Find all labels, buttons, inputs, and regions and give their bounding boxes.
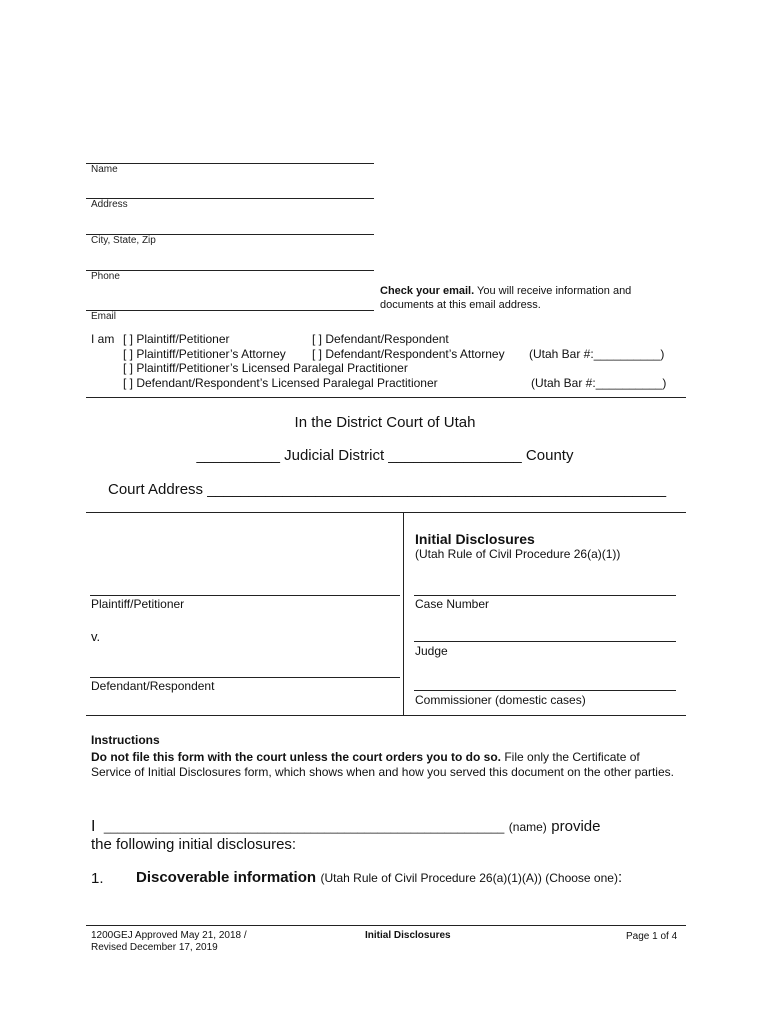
party-section-divider xyxy=(86,397,686,398)
judicial-district-line[interactable]: __________ Judicial District ________________ County xyxy=(196,447,574,464)
name-label: Name xyxy=(91,164,118,175)
case-number-label: Case Number xyxy=(415,597,490,611)
item-1-rule: (Utah Rule of Civil Procedure 26(a)(1)(A)) (Choose one) xyxy=(320,871,618,885)
phone-line xyxy=(86,270,374,271)
checkbox-plaintiff-attorney[interactable]: [ ] Plaintiff/Petitioner’s Attorney xyxy=(123,347,286,361)
plaintiff-label: Plaintiff/Petitioner xyxy=(91,597,185,611)
utah-bar-field-2[interactable]: (Utah Bar #:__________) xyxy=(531,376,667,390)
checkbox-defendant-paralegal[interactable]: [ ] Defendant/Respondent’s Licensed Paralegal Practitioner xyxy=(123,376,438,390)
footer-form-name: Initial Disclosures xyxy=(365,930,451,941)
i-am-label: I am xyxy=(91,332,115,346)
footer-revised: Revised December 17, 2019 xyxy=(91,942,218,953)
email-line xyxy=(86,310,374,311)
instructions-text xyxy=(91,750,681,780)
item-1-heading xyxy=(136,869,622,887)
city-label: City, State, Zip xyxy=(91,235,156,246)
footer-approved: 1200GEJ Approved May 21, 2018 / xyxy=(91,930,247,941)
document-rule: (Utah Rule of Civil Procedure 26(a)(1)) xyxy=(415,547,621,561)
plaintiff-line[interactable] xyxy=(90,595,400,596)
statement-i: I xyxy=(91,818,96,835)
checkbox-defendant[interactable]: [ ] Defendant/Respondent xyxy=(312,332,449,346)
item-1-colon: : xyxy=(617,869,623,886)
checkbox-plaintiff-paralegal[interactable]: [ ] Plaintiff/Petitioner’s Licensed Paralegal Practitioner xyxy=(123,361,408,375)
checkbox-plaintiff[interactable]: [ ] Plaintiff/Petitioner xyxy=(123,332,230,346)
email-note-bold: Check your email. xyxy=(380,285,475,297)
commissioner-label: Commissioner (domestic cases) xyxy=(415,693,586,707)
statement-name-hint: (name) xyxy=(508,820,547,834)
judge-label: Judge xyxy=(415,644,448,658)
court-address-line[interactable]: Court Address _______________________________________________________ xyxy=(108,481,667,498)
defendant-label: Defendant/Respondent xyxy=(91,679,215,693)
email-note-text: You will receive information and documents at this email address. xyxy=(380,285,632,311)
email-label: Email xyxy=(91,311,117,322)
caption-bottom-border xyxy=(86,715,686,716)
caption-center-divider xyxy=(403,512,404,716)
statement-line-2: the following initial disclosures: xyxy=(91,836,297,853)
name-line xyxy=(86,163,374,164)
checkbox-defendant-attorney[interactable]: [ ] Defendant/Respondent’s Attorney xyxy=(312,347,505,361)
court-title: In the District Court of Utah xyxy=(294,414,476,431)
defendant-line[interactable] xyxy=(90,677,400,678)
case-number-line[interactable] xyxy=(414,595,676,596)
item-1-number: 1. xyxy=(91,870,104,887)
statement-provide: provide xyxy=(551,818,601,835)
commissioner-line[interactable] xyxy=(414,690,676,691)
footer-page-number: Page 1 of 4 xyxy=(626,931,678,942)
item-1-title: Discoverable information xyxy=(136,869,317,886)
address-line xyxy=(86,198,374,199)
instructions-body: File only the Certificate of Service of Initial Disclosures form, which shows when and how you served this document on the other parties. xyxy=(91,750,674,779)
caption-top-border xyxy=(86,512,686,513)
footer-approved-block xyxy=(91,930,247,954)
instructions-bold: Do not file this form with the court unless the court orders you to do so. xyxy=(91,750,502,764)
document-title: Initial Disclosures xyxy=(415,531,535,547)
footer-divider xyxy=(86,925,686,926)
phone-label: Phone xyxy=(91,271,120,282)
statement-name-blank[interactable]: ____________________________________________________________ xyxy=(103,820,505,834)
address-label: Address xyxy=(91,199,128,210)
judge-line[interactable] xyxy=(414,641,676,642)
email-note xyxy=(380,284,670,312)
statement-line-1 xyxy=(91,818,600,836)
utah-bar-field-1[interactable]: (Utah Bar #:__________) xyxy=(529,347,665,361)
instructions-heading: Instructions xyxy=(91,733,160,747)
versus-label: v. xyxy=(91,629,101,644)
